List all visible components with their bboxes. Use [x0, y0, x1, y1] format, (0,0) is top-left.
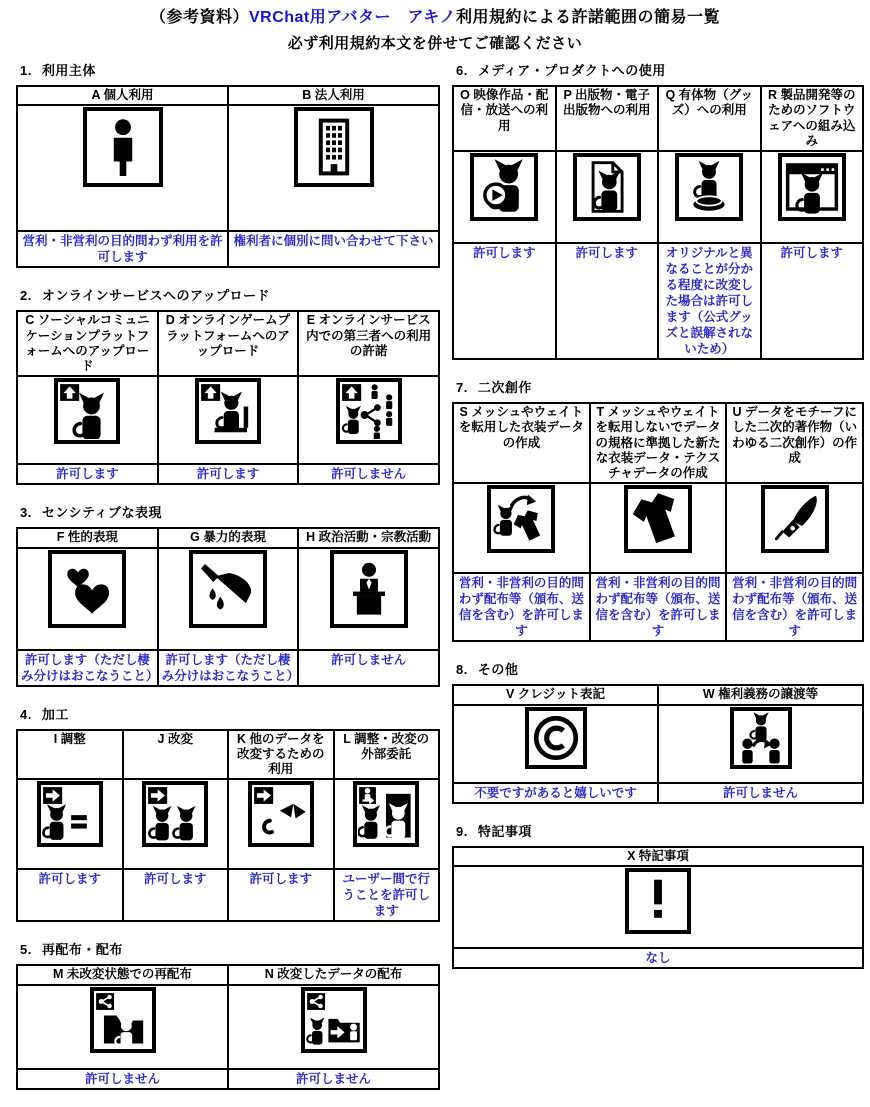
modify-other-data-icon: [248, 781, 314, 847]
icon-cell: [228, 105, 439, 231]
category-header: A 個人利用: [17, 86, 228, 105]
left-column: [16, 60, 440, 1107]
section-title: [20, 285, 440, 304]
section-title: [456, 377, 864, 396]
category-header: G 暴力的表現: [158, 528, 299, 547]
section-8: [452, 659, 864, 803]
permission-text: 営利・非営利の目的問わず配布等（頒布、送信を含む）を許可します: [590, 573, 727, 641]
permission-text: 許可します: [556, 243, 659, 359]
icon-cell: [17, 105, 228, 231]
permission-table: [16, 527, 440, 686]
copyright-icon: [525, 707, 587, 769]
permission-text: 許可しません: [298, 464, 439, 484]
right-column: [452, 60, 864, 986]
section-7: [452, 377, 864, 642]
category-header: L 調整・改変の外部委託: [334, 730, 440, 780]
category-header: K 他のデータを改変するための利用: [228, 730, 334, 780]
icon-cell: [158, 376, 299, 464]
icon-cell: [726, 483, 863, 573]
section-number: 4.: [20, 706, 32, 722]
icon-cell: [334, 779, 440, 869]
icon-cell: [298, 376, 439, 464]
person-icon: [83, 107, 163, 187]
icon-cell: [658, 151, 761, 243]
icon-cell: [453, 151, 556, 243]
section-number: 7.: [456, 380, 468, 395]
permission-table: [452, 402, 864, 642]
podium-speech-icon: [330, 550, 408, 628]
category-header: F 性的表現: [17, 528, 158, 547]
section-number: 1.: [20, 63, 32, 78]
section-3: [16, 502, 440, 686]
hearts-icon: [48, 550, 126, 628]
section-title: [456, 659, 864, 678]
exclamation-icon: [625, 868, 691, 934]
section-title: [20, 939, 440, 958]
figurine-cat-icon: [675, 153, 743, 221]
software-window-cat-icon: [778, 153, 846, 221]
category-header: W 権利義務の譲渡等: [658, 685, 863, 704]
outsource-icon: [353, 781, 419, 847]
icon-cell: [228, 779, 334, 869]
permission-table: [452, 846, 864, 969]
permission-table: [452, 684, 864, 803]
category-header: B 法人利用: [228, 86, 439, 105]
icon-cell: [17, 548, 158, 650]
category-header: U データをモチーフにした二次的著作物（いわゆる二次創作）の作成: [726, 403, 863, 483]
section-title: [456, 60, 864, 79]
section-title-text: メディア・プロダクトへの使用: [477, 63, 666, 78]
section-number: 6.: [456, 63, 468, 78]
section-number: 8.: [456, 662, 468, 678]
category-header: V クレジット表記: [453, 685, 658, 704]
section-number: 9.: [456, 823, 468, 839]
subtitle: 必ず利用規約本文を併せてご確認ください: [287, 35, 583, 52]
section-2: [16, 285, 440, 485]
icon-cell: [658, 705, 863, 783]
section-6: [452, 60, 864, 360]
icon-cell: [123, 779, 229, 869]
category-header: R 製品開発等のためのソフトウェアへの組み込み: [761, 86, 864, 151]
permission-text: 許可しません: [658, 783, 863, 803]
category-header: S メッシュやウェイトを転用した衣装データの作成: [453, 403, 590, 483]
permission-text: 許可します: [453, 243, 556, 359]
permission-text: 許可します: [123, 869, 229, 921]
share-modified-folder-icon: [301, 987, 367, 1053]
section-title: [20, 704, 440, 723]
section-title-text: 加工: [41, 706, 69, 722]
permission-text: 不要ですがあると嬉しいです: [453, 783, 658, 803]
title-avatar-name: VRChat用アバター アキノ: [248, 9, 457, 26]
icon-cell: [453, 483, 590, 573]
permission-text: 営利・非営利の目的問わず利用を許可します: [17, 231, 228, 267]
permission-text: 許可します（ただし棲み分けはおこなうこと）: [17, 650, 158, 686]
icon-cell: [17, 779, 123, 869]
permission-table: [16, 964, 440, 1089]
category-header: E オンラインサービス内での第三者への利用の許諾: [298, 311, 439, 376]
knife-icon: [189, 550, 267, 628]
permission-text: なし: [453, 948, 863, 968]
category-header: C ソーシャルコミュニケーションプラットフォームへのアップロード: [17, 311, 158, 376]
page-title: [0, 4, 870, 53]
document-cat-icon: [573, 153, 641, 221]
icon-cell: [453, 866, 863, 948]
permission-table: [16, 310, 440, 485]
permission-text: 営利・非営利の目的問わず配布等（頒布、送信を含む）を許可します: [726, 573, 863, 641]
adjust-cat-icon: [37, 781, 103, 847]
permission-text: ユーザー間で行うことを許可します: [334, 869, 440, 921]
section-title-text: 利用主体: [41, 63, 96, 78]
upload-game-cat-icon: [195, 378, 261, 444]
category-header: I 調整: [17, 730, 123, 780]
title-prefix: （参考資料）: [149, 9, 249, 26]
category-header: T メッシュやウェイトを転用しないでデータの規格に準拠した新たな衣装データ・テクスチャデータの作成: [590, 403, 727, 483]
icon-cell: [556, 151, 659, 243]
permission-text: 許可します（ただし棲み分けはおこなうこと）: [158, 650, 299, 686]
section-number: 5.: [20, 942, 32, 958]
section-4: [16, 704, 440, 923]
permission-text: 許可します: [158, 464, 299, 484]
pen-icon: [761, 485, 829, 553]
icon-cell: [761, 151, 864, 243]
title-suffix: 利用規約による許諾範囲の簡易一覧: [456, 9, 721, 26]
permission-text: 営利・非営利の目的問わず配布等（頒布、送信を含む）を許可します: [453, 573, 590, 641]
video-play-cat-icon: [470, 153, 538, 221]
section-number: 3.: [20, 505, 32, 521]
permission-table: [16, 85, 440, 268]
section-title-text: その他: [477, 662, 519, 678]
section-title: [456, 821, 864, 840]
icon-cell: [228, 985, 439, 1069]
category-header: J 改変: [123, 730, 229, 780]
section-1: [16, 60, 440, 268]
permission-text: 許可します: [17, 869, 123, 921]
main-title: [0, 4, 870, 27]
icon-cell: [17, 376, 158, 464]
category-header: D オンラインゲームプラットフォームへのアップロード: [158, 311, 299, 376]
costume-icon: [624, 485, 692, 553]
icon-cell: [17, 985, 228, 1069]
permission-text: 許可します: [761, 243, 864, 359]
section-title-text: 特記事項: [477, 823, 532, 839]
category-header: H 政治活動・宗教活動: [298, 528, 439, 547]
permission-text: 許可しません: [228, 1069, 439, 1089]
upload-third-party-share-icon: [336, 378, 402, 444]
building-icon: [294, 107, 374, 187]
permission-text: 許可しません: [17, 1069, 228, 1089]
icon-cell: [590, 483, 727, 573]
upload-social-cat-icon: [54, 378, 120, 444]
section-title-text: 二次創作: [477, 380, 532, 395]
section-9: [452, 821, 864, 969]
category-header: O 映像作品・配信・放送への利用: [453, 86, 556, 151]
section-number: 2.: [20, 288, 32, 304]
permission-text: オリジナルと異なることが分かる程度に改変した場合は許可します（公式グッズと誤解されないため）: [658, 243, 761, 359]
permission-text: 権利者に個別に問い合わせて下さい: [228, 231, 439, 267]
permission-text: 許可しません: [298, 650, 439, 686]
permission-table: [452, 85, 864, 360]
category-header: M 未改変状態での再配布: [17, 965, 228, 984]
permission-text: 許可します: [228, 869, 334, 921]
section-5: [16, 939, 440, 1089]
category-header: P 出版物・電子出版物への利用: [556, 86, 659, 151]
icon-cell: [453, 705, 658, 783]
costume-transfer-icon: [487, 485, 555, 553]
icon-cell: [298, 548, 439, 650]
rights-transfer-icon: [730, 707, 792, 769]
section-title: [20, 60, 440, 79]
section-title: [20, 502, 440, 521]
section-title-text: オンラインサービスへのアップロード: [41, 288, 271, 304]
modify-cats-icon: [142, 781, 208, 847]
share-folder-cat-icon: [90, 987, 156, 1053]
category-header: Q 有体物（グッズ）への利用: [658, 86, 761, 151]
permission-text: 許可します: [17, 464, 158, 484]
category-header: N 改変したデータの配布: [228, 965, 439, 984]
section-title-text: センシティブな表現: [41, 505, 162, 521]
category-header: X 特記事項: [453, 847, 863, 866]
section-title-text: 再配布・配布: [41, 942, 123, 958]
permission-table: [16, 729, 440, 923]
icon-cell: [158, 548, 299, 650]
